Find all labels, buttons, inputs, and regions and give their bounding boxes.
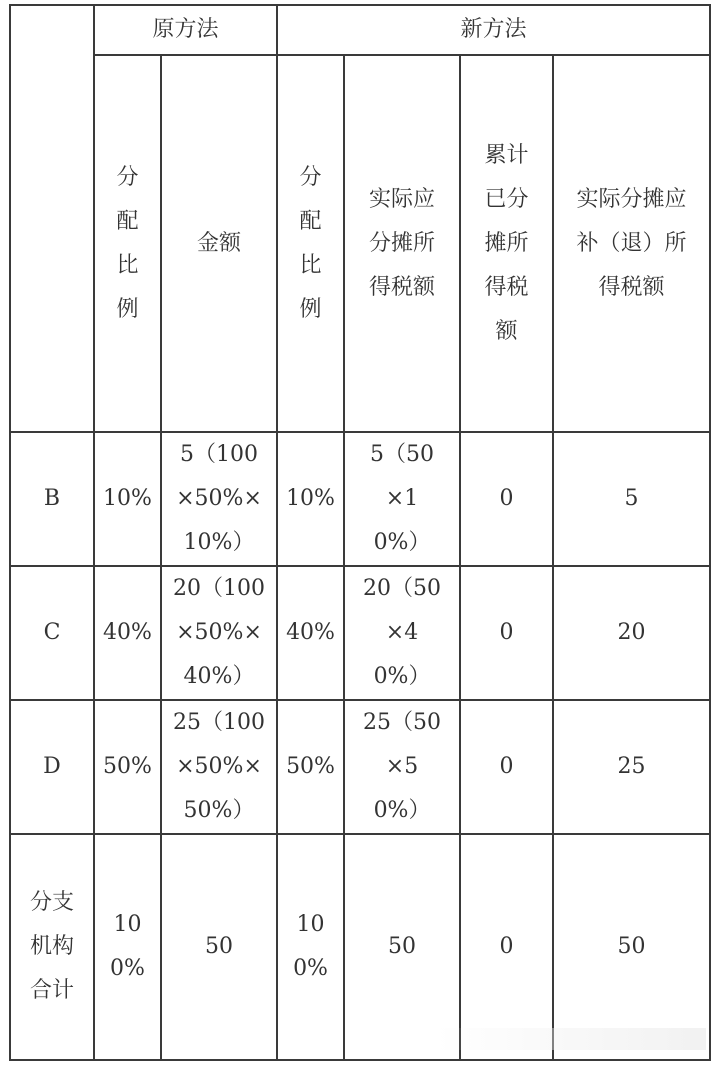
header-actual-alloc-tax: 实际应 分摊所 得税额 — [344, 55, 460, 432]
total-label: 分支 机构 合计 — [10, 834, 94, 1060]
header-cumulative-alloc-tax: 累计 已分 摊所 得税 额 — [460, 55, 553, 432]
old-ratio: 50% — [94, 700, 161, 834]
total-new-ratio: 10 0% — [277, 834, 344, 1060]
corner-cell — [10, 5, 94, 432]
branch-label: B — [10, 432, 94, 566]
total-actual-supplement: 50 — [553, 834, 710, 1060]
total-old-amount: 50 — [161, 834, 277, 1060]
header-new-method: 新方法 — [277, 5, 710, 55]
new-ratio: 10% — [277, 432, 344, 566]
branch-label: D — [10, 700, 94, 834]
table-row — [10, 566, 710, 700]
new-ratio: 40% — [277, 566, 344, 700]
cumulative-alloc-tax: 0 — [460, 566, 553, 700]
header-old-method: 原方法 — [94, 5, 277, 55]
new-ratio: 50% — [277, 700, 344, 834]
watermark-fade — [436, 1028, 706, 1050]
header-actual-supplement: 实际分摊应 补（退）所 得税额 — [553, 55, 710, 432]
cumulative-alloc-tax: 0 — [460, 432, 553, 566]
table-row — [10, 700, 710, 834]
header-old-amount: 金额 — [161, 55, 277, 432]
total-row — [10, 834, 710, 1060]
total-actual-alloc-tax: 50 — [344, 834, 460, 1060]
actual-alloc-tax: 25（50 ×5 0%） — [344, 700, 460, 834]
allocation-table — [9, 4, 711, 1061]
actual-alloc-tax: 20（50 ×4 0%） — [344, 566, 460, 700]
old-amount: 5（100 ×50%× 10%） — [161, 432, 277, 566]
old-ratio: 10% — [94, 432, 161, 566]
actual-supplement: 25 — [553, 700, 710, 834]
old-ratio: 40% — [94, 566, 161, 700]
header-new-alloc-ratio: 分 配 比 例 — [277, 55, 344, 432]
branch-label: C — [10, 566, 94, 700]
header-old-alloc-ratio: 分 配 比 例 — [94, 55, 161, 432]
actual-supplement: 5 — [553, 432, 710, 566]
old-amount: 25（100 ×50%× 50%） — [161, 700, 277, 834]
actual-alloc-tax: 5（50 ×1 0%） — [344, 432, 460, 566]
actual-supplement: 20 — [553, 566, 710, 700]
cumulative-alloc-tax: 0 — [460, 700, 553, 834]
old-amount: 20（100 ×50%× 40%） — [161, 566, 277, 700]
table-row — [10, 432, 710, 566]
total-cumulative-alloc-tax: 0 — [460, 834, 553, 1060]
total-old-ratio: 10 0% — [94, 834, 161, 1060]
